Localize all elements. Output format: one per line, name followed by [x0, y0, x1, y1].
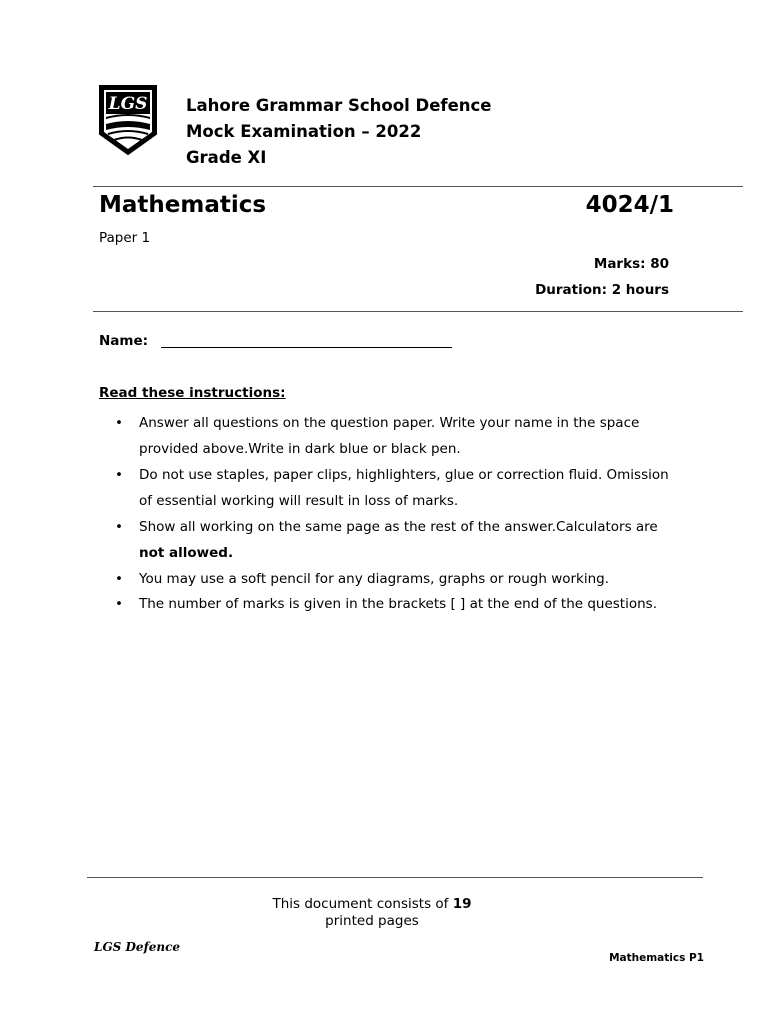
instruction-item: • Answer all questions on the question paper. Write your name in the space provided above.Write in dark blue or black pen. [99, 410, 679, 462]
grade-label: Grade XI [186, 148, 267, 167]
school-name: Lahore Grammar School Defence [186, 96, 492, 115]
page-count-suffix: printed pages [325, 912, 419, 929]
paper-label: Paper 1 [99, 230, 151, 246]
instructions-heading: Read these instructions: [99, 385, 286, 401]
page-count-note [250, 896, 494, 929]
instructions-list [99, 410, 679, 613]
marks-label: Marks: 80 [593, 256, 669, 272]
instruction-text: Show all working on the same page as the rest of the answer.Calculators are [139, 519, 658, 535]
page-count-prefix: This document consists of [272, 896, 453, 912]
footer-right-label: Mathematics P1 [609, 952, 704, 964]
footer-divider [87, 877, 703, 878]
page-count: 19 [452, 896, 472, 912]
subject-title: Mathematics [99, 192, 267, 218]
name-field[interactable] [161, 347, 452, 348]
svg-text:LGS: LGS [108, 94, 148, 114]
instruction-item [99, 514, 679, 566]
school-header [186, 93, 491, 171]
exam-name: Mock Examination – 2022 [186, 122, 422, 141]
subject-code: 4024/1 [585, 192, 674, 218]
middle-divider [93, 311, 743, 312]
name-label: Name: [99, 333, 149, 349]
instruction-item: • You may use a soft pencil for any diagrams, graphs or rough working. [99, 566, 679, 592]
instruction-item: • The number of marks is given in the brackets [ ] at the end of the questions. [99, 596, 679, 613]
school-logo [98, 84, 158, 156]
instruction-item: • Do not use staples, paper clips, highlighters, glue or correction fluid. Omission of essential working will result in loss of marks. [99, 462, 679, 514]
footer-left-label: LGS Defence [94, 940, 181, 954]
duration-label: Duration: 2 hours [535, 282, 669, 298]
top-divider [93, 186, 743, 187]
instruction-emphasis: not allowed. [139, 545, 234, 561]
